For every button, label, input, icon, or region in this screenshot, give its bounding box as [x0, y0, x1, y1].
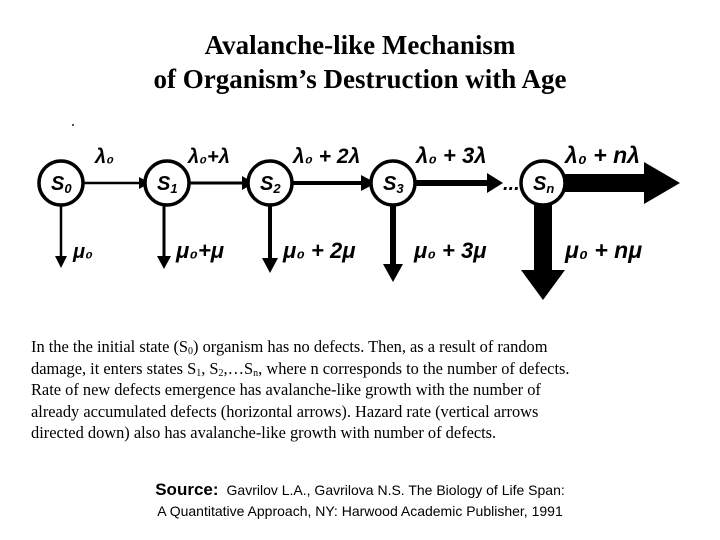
hazard-arrow-sn-head: [521, 270, 565, 300]
state-label-s3: S3: [383, 173, 404, 196]
hazard-arrow-s3-head: [383, 264, 403, 282]
state-label-s1: S1: [157, 173, 178, 196]
hazard-arrow-s2-head: [262, 258, 278, 273]
stray-dot: [72, 124, 74, 126]
description-line-4: already accumulated defects (horizontal arrows). Hazard rate (vertical arrows: [31, 401, 539, 421]
hazard-label-mu-1: μ₀+μ: [176, 238, 225, 263]
rate-label-lambda-2: λ₀ + 2λ: [293, 145, 361, 168]
hazard-arrow-s0-head: [55, 256, 67, 268]
source-label: Source:: [155, 480, 219, 499]
ellipsis-dots: ...: [503, 173, 520, 195]
description-line-3: Rate of new defects emergence has avalanche-like growth with the number of: [31, 380, 541, 400]
description-line-1: In the the initial state $(S_0)$ organism has no defects. Then, as a result of random: [31, 337, 548, 357]
hazard-label-mu-2: μ₀ + 2μ: [283, 238, 356, 263]
arrow-sn-out-head: [644, 162, 680, 204]
rate-label-lambda-3: λ₀ + 3λ: [416, 143, 487, 168]
state-label-sn: Sn: [533, 173, 555, 196]
title-line-1: Avalanche-like Mechanism: [204, 30, 516, 60]
rate-label-lambda-1: λ₀+λ: [188, 146, 230, 168]
source-line-1: [0, 480, 720, 500]
arrow-sn-out: [559, 174, 645, 192]
state-label-s0: S0: [51, 173, 72, 196]
state-label-s2: S2: [260, 173, 281, 196]
hazard-rate-labels: [72, 237, 642, 263]
arrow-s3-dots-head: [487, 173, 503, 193]
source-citation: [0, 480, 720, 522]
hazard-label-mu-0: μ₀: [73, 241, 93, 263]
rate-label-lambda-n: λ₀ + nλ: [565, 142, 640, 168]
description-line-5: directed down) also has avalanche-like growth with number of defects.: [31, 423, 497, 443]
hazard-arrow-sn: [534, 204, 552, 272]
slide-title: [0, 28, 720, 96]
hazard-label-mu-3: μ₀ + 3μ: [414, 238, 487, 263]
hazard-arrow-s1-head: [157, 256, 171, 269]
rate-label-lambda-0: λ₀: [95, 146, 115, 168]
description-line-2: damage, it enters states $S_1$, $S_2,\dots S_n$, where n corresponds to the number of defects.: [31, 358, 570, 379]
state-transition-diagram: [0, 130, 720, 315]
description-paragraph: [31, 336, 696, 444]
source-line-2: A Quantitative Approach, NY: Harwood Academic Publisher, 1991: [157, 503, 563, 519]
title-line-2: of Organism’s Destruction with Age: [153, 64, 567, 94]
source-text-1: Gavrilov L.A., Gavrilova N.S. The Biology of Life Span:: [226, 482, 565, 498]
hazard-label-mu-n: μ₀ + nμ: [565, 237, 643, 263]
